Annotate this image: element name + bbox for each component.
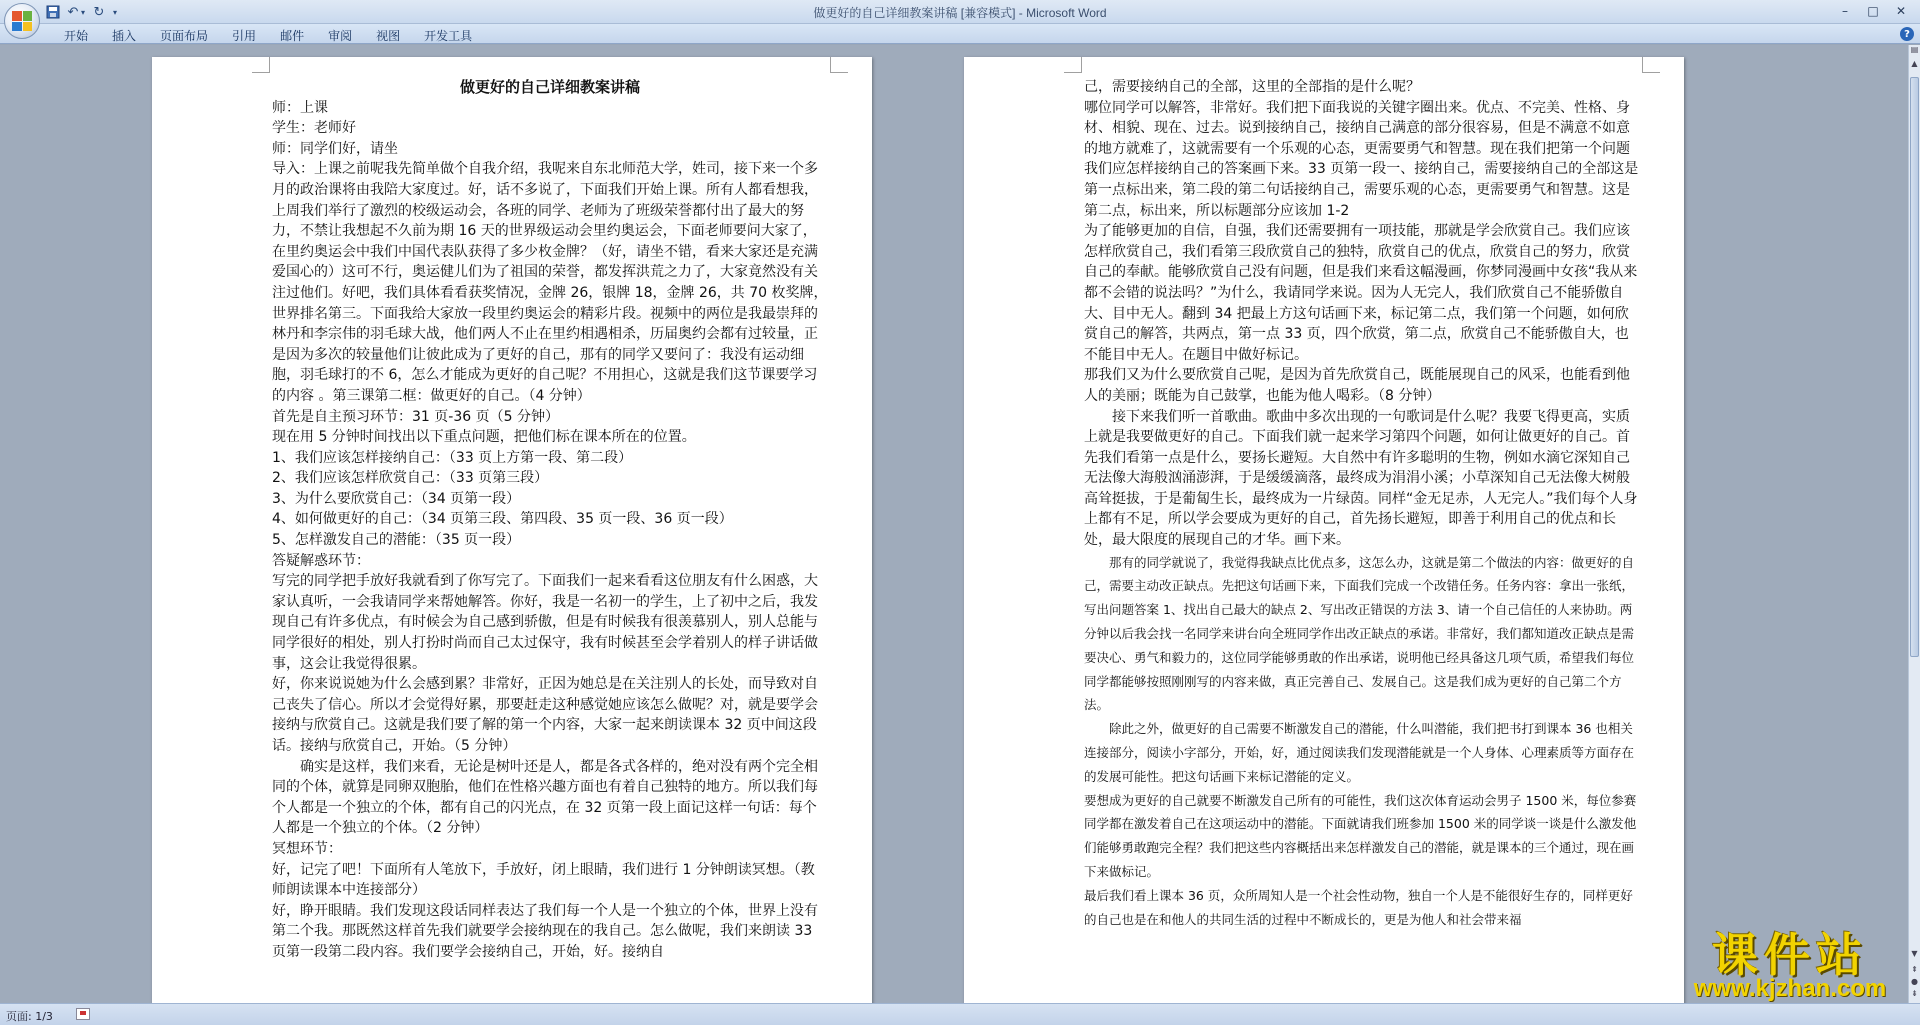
paragraph: 那有的同学就说了，我觉得我缺点比优点多，这怎么办，这就是第二个做法的内容：做更好的自己，需要主动改正缺点。先把这句话画下来，下面我们完成一个改错任务。任务内容：拿出一张纸，写出问题答案 1、找出自己最大的缺点 2、写出改正错误的方法 3、请一个自己信任的人来协助。两分钟以后我会找一名同学来讲台向全班同学作出改正缺点的承诺。非常好，我们都知道改正缺点是需要决心、勇气和毅力的，这位同学能够勇敢的作出承诺，说明他已经具备这几项气质，希望我们每位同学都能够按照刚刚写的内容来做，真正完善自己、发展自己。这是我们成为更好的自己第二个方法。 [1084, 554, 1635, 713]
next-page-icon[interactable]: ⇟ [1911, 989, 1918, 998]
paragraph: 5、怎样激发自己的潜能：（35 页一段） [272, 532, 521, 549]
tab-page-layout[interactable]: 页面布局 [160, 29, 209, 43]
previous-page-icon[interactable]: ⇞ [1911, 965, 1918, 974]
minimize-button[interactable]: – [1842, 4, 1848, 18]
paragraph: 冥想环节： [272, 840, 342, 857]
proofing-icon[interactable] [76, 1008, 90, 1020]
redo-icon[interactable]: ↻ [93, 4, 105, 20]
paragraph: 好，记完了吧！下面所有人笔放下，手放好，闭上眼睛，我们进行 1 分钟朗读冥想。（教师朗读课本中连接部分） [272, 861, 815, 899]
tab-review[interactable]: 审阅 [328, 29, 353, 43]
ruler-toggle-icon[interactable]: ▤ [1910, 45, 1919, 54]
undo-dropdown-icon[interactable]: ▾ [80, 7, 85, 17]
paragraph: 首先是自主预习环节：31 页-36 页（5 分钟） [272, 408, 559, 425]
scroll-down-arrow-icon[interactable]: ▼ [1911, 949, 1918, 958]
paragraph: 除此之外，做更好的自己需要不断激发自己的潜能，什么叫潜能，我们把书打到课本 36 也相关连接部分，阅读小字部分，开始，好，通过阅读我们发现潜能就是一个人身体、心理素质等方面存在的发展可能性。把这句话画下来标记潜能的定义。 [1084, 721, 1635, 784]
scroll-up-arrow-icon[interactable]: ▲ [1911, 59, 1918, 68]
paragraph: 为了能够更加的自信，自强，我们还需要拥有一项技能，那就是学会欣赏自己。我们应该怎样欣赏自己，我们看第三段欣赏自己的独特，欣赏自己的优点，欣赏自己的努力，欣赏自己的奉献。能够欣赏自己没有问题，但是我们来看这幅漫画，你梦同漫画中女孩“我从来都不会错的说法吗？”为什么，我请同学来说。因为人无完人，我们欣赏自己不能骄傲自大、目中无人。翻到 34 把最上方这句话画下来，标记第二点，我们第一个问题，如何欣赏自己的解答，共两点，第一点 33 页，四个欣赏，第二点，欣赏自己不能骄傲自大，也不能目中无人。在题目中做好标记。 [1084, 223, 1638, 363]
watermark-url: www.kjzhan.com [1693, 975, 1887, 1002]
help-icon[interactable]: ? [1900, 27, 1914, 41]
status-bar [0, 1003, 1920, 1025]
paragraph: 最后我们看上课本 36 页，众所周知人是一个社会性动物，独自一个人是不能很好生存的，同样更好的自己也是在和他人的共同生活的过程中不断成长的，更是为他人和社会带来福 [1084, 887, 1633, 927]
document-workspace [0, 45, 1908, 1003]
paragraph: 导入：上课之前呢我先简单做个自我介绍，我呢来自东北师范大学，姓司，接下来一个多月的政治课将由我陪大家度过。好，话不多说了，下面我们开始上课。所有人都看想我，上周我们举行了激烈的校级运动会，各班的同学、老师为了班级荣誉都付出了最大的努力，不禁让我想起不久前为期 16 天的世界级运动会里约奥运会，下面老师要问大家了，在里约奥运会中我们中国代表队获得了多少枚金牌？（好，请坐不错，看来大家还是充满爱国心的）这可不行，奥运健儿们为了祖国的荣誉，都发挥洪荒之力了，大家竟然没有关注过他们。好吧，我们具体看看获奖情况，金牌 26，银牌 18，金牌 26，共 70 枚奖牌，世界排名第三。下面我给大家放一段里约奥运会的精彩片段。视频中的两位是我最崇拜的林丹和李宗伟的羽毛球大战，他们两人不止在里约相遇相杀，历届奥约会都有过较量，正是因为多次的较量他们让彼此成为了更好的自己，那有的同学又要问了：我没有运动细胞，羽毛球打的不 6，怎么才能成为更好的自己呢？不用担心，这就是我们这节课要学习的内容 。第三课第二框：做更好的自己。（4 分钟） [272, 161, 828, 404]
tab-view[interactable]: 视图 [376, 29, 401, 43]
paragraph: 好，你来说说她为什么会感到累？非常好，正因为她总是在关注别人的长处，而导致对自己丧失了信心。所以才会觉得好累，那要赶走这种感觉她应该怎么做呢？对，就是要学会接纳与欣赏自己。这就是我们要了解的第一个内容，大家一起来朗读课本 32 页中间这段话。接纳与欣赏自己，开始。（5 分钟） [272, 676, 818, 754]
maximize-button[interactable]: □ [1867, 4, 1879, 18]
watermark-logo-text: 课件站 [1712, 928, 1868, 982]
tab-mailings[interactable]: 邮件 [280, 29, 305, 43]
page-count[interactable]: 页面: 1/3 [6, 1010, 53, 1023]
document-heading: 做更好的自己详细教案讲稿 [459, 78, 640, 96]
right-page-content [1084, 77, 1640, 931]
paragraph: 哪位同学可以解答，非常好。我们把下面我说的关键字圈出来。优点、不完美、性格、身材、相貌、现在、过去。说到接纳自己，接纳自己满意的部分很容易，但是不满意不如意的地方就难了，这就需要有一个乐观的心态，更需要勇气和智慧。现在我们把第一个问题我们应怎样接纳自己的答案画下来。33 页第一段一、接纳自己，需要接纳自己的全部这是第一点标出来，第二段的第二句话接纳自己，需要乐观的心态，更需要勇气和智慧。这是第二点，标出来，所以标题部分应该加 1-2 [1084, 99, 1639, 219]
paragraph: 2、我们应该怎样欣赏自己：（33 页第三段） [272, 470, 549, 487]
scrollbar-thumb[interactable] [1910, 77, 1919, 657]
paragraph: 写完的同学把手放好我就看到了你写完了。下面我们一起来看看这位朋友有什么困惑，大家认真听，一会我请同学来帮她解答。你好，我是一名初一的学生，上了初中之后，我发现自己有许多优点，有时候会为自己感到骄傲，但是有时候我有很羡慕别人，别人总能与同学很好的相处，别人打扮时尚而自己太过保守，我有时候甚至会学着别人的样子讲话做事，这会让我觉得很累。 [272, 573, 818, 672]
paragraph: 确实是这样，我们来看，无论是树叶还是人，都是各式各样的，绝对没有两个完全相同的个体，就算是同卵双胞胎，他们在性格兴趣方面也有着自己独特的地方。所以我们每个人都是一个独立的个体，都有自己的闪光点，在 32 页第一段上面记这样一句话：每个人都是一个独立的个体。（2 分钟） [272, 758, 818, 837]
tab-developer[interactable]: 开发工具 [424, 29, 473, 43]
undo-icon[interactable]: ↶ [67, 4, 79, 20]
crop-mark-top-right [1642, 57, 1660, 73]
crop-mark-top-left [252, 57, 270, 73]
ribbon-tabs-bar [0, 24, 1920, 44]
title-bar [0, 0, 1920, 24]
office-logo-icon [12, 11, 32, 31]
vertical-scrollbar[interactable] [1908, 45, 1920, 1003]
paragraph: 要想成为更好的自己就要不断激发自己所有的可能性，我们这次体育运动会男子 1500 米，每位参赛同学都在激发着自己在这项运动中的潜能。下面就请我们班参加 1500 米的同学谈一谈是什么激发他们能够勇敢跑完全程？我们把这些内容概括出来怎样激发自己的潜能，就是课本的三个通过，现在画下来做标记。 [1084, 792, 1637, 880]
paragraph: 学生：老师好 [272, 120, 356, 137]
paragraph: 那我们又为什么要欣赏自己呢，是因为首先欣赏自己，既能展现自己的风采，也能看到他人的美丽；既能为自己鼓掌，也能为他人喝彩。（8 分钟） [1084, 367, 1630, 404]
crop-mark-top-right [830, 57, 848, 73]
paragraph: 4、如何做更好的自己：（34 页第三段、第四段、35 页一段、36 页一段） [272, 511, 733, 528]
close-button[interactable]: ✕ [1895, 4, 1907, 18]
paragraph: 1、我们应该怎样接纳自己：（33 页上方第一段、第二段） [272, 449, 633, 466]
tab-insert[interactable]: 插入 [112, 29, 137, 43]
window-controls [1832, 2, 1914, 20]
paragraph: 己，需要接纳自己的全部，这里的全部指的是什么呢？ [1084, 79, 1420, 95]
ribbon-tabs [52, 26, 484, 43]
paragraph: 答疑解惑环节： [272, 552, 370, 569]
paragraph: 师：上课 [272, 99, 328, 116]
document-page-right[interactable] [964, 57, 1684, 1003]
office-button[interactable] [4, 3, 40, 39]
document-page-left[interactable] [152, 57, 872, 1003]
tab-references[interactable]: 引用 [232, 29, 257, 43]
customize-qat-icon[interactable]: ▾ [112, 7, 117, 17]
paragraph: 师：同学们好，请坐 [272, 140, 398, 157]
paragraph: 3、为什么要欣赏自己：（34 页第一段） [272, 490, 521, 507]
paragraph: 现在用 5 分钟时间找出以下重点问题，把他们标在课本所在的位置。 [272, 429, 696, 446]
window-title: 做更好的自己详细教案讲稿 [兼容模式] - Microsoft Word [813, 6, 1107, 20]
crop-mark-top-left [1064, 57, 1082, 73]
left-page-content [272, 77, 828, 963]
tab-home[interactable]: 开始 [64, 29, 89, 43]
select-browse-object-icon[interactable]: ● [1911, 977, 1918, 986]
paragraph: 接下来我们听一首歌曲。歌曲中多次出现的一句歌词是什么呢？我要飞得更高，实质上就是我要做更好的自己。下面我们就一起来学习第四个问题，如何让做更好的自己。首先我们看第一点是什么，要扬长避短。大自然中有许多聪明的生物，例如水滴它深知自己无法像大海般汹涌澎湃，于是缓缓滴落，最终成为涓涓小溪；小草深知自己无法像大树般高耸挺拔，于是葡匐生长，最终成为一片绿茵。同样“金无足赤，人无完人。”我们每个人身上都有不足，所以学会要成为更好的自己，首先扬长避短，即善于利用自己的优点和长处，最大限度的展现自己的才华。画下来。 [1084, 408, 1638, 549]
paragraph: 好，睁开眼睛。我们发现这段话同样表达了我们每一个人是一个独立的个体，世界上没有第二个我。那既然这样首先我们就要学会接纳现在的我自己。怎么做呢，我们来朗读 33 页第一段第二段内容。我们要学会接纳自己，开始，好。接纳自 [272, 902, 818, 960]
